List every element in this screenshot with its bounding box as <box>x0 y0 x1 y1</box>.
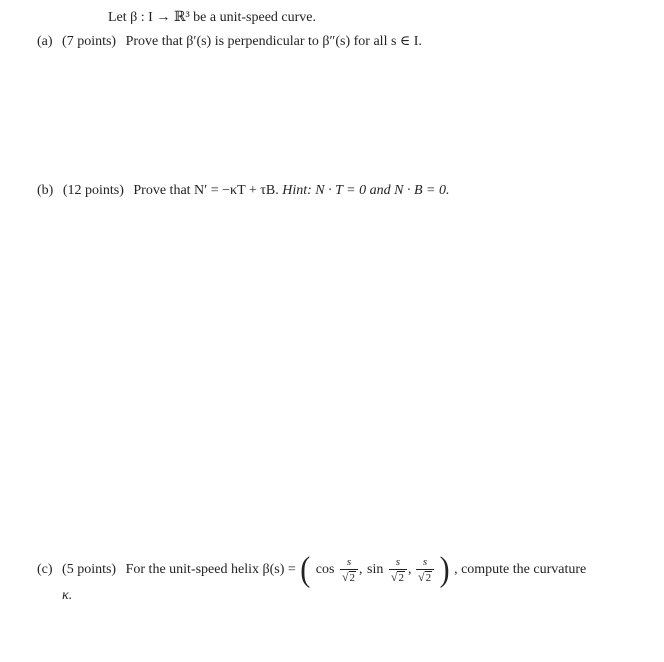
right-paren: ) <box>439 550 450 589</box>
fraction-denominator: √2 <box>390 569 404 584</box>
part-b-label: (b) <box>37 183 54 198</box>
fraction-linear <box>416 556 434 585</box>
fraction-numerator: s <box>416 556 434 570</box>
part-a-points: (7 points) <box>62 34 117 49</box>
fraction-denominator: √2 <box>341 569 356 584</box>
fraction-numerator: s <box>340 556 358 570</box>
fraction-denominator: √2 <box>417 569 432 584</box>
part-c-label: (c) <box>37 562 53 578</box>
fraction-sin <box>389 556 407 585</box>
curvature-symbol: κ. <box>62 588 73 603</box>
left-paren: ( <box>300 550 311 589</box>
helix-formula: ( cos $\frac{s}{√2}$ , sin $\frac{s}{√2}$ , $\frac{s}{√2}$ ) <box>300 550 450 589</box>
part-b <box>37 183 449 200</box>
part-b-text: Prove that N′ = −κT + τB. <box>133 183 279 198</box>
part-c <box>37 550 587 589</box>
cos-label: cos <box>315 562 335 578</box>
sin-label: sin <box>367 562 384 578</box>
fraction-cos <box>340 556 358 585</box>
part-a-text: Prove that β′(s) is perpendicular to β″(s) for all s ∈ I. <box>125 34 422 49</box>
problem-intro <box>108 10 316 27</box>
part-c-continuation <box>62 588 72 605</box>
part-b-hint: Hint: N · T = 0 and N · B = 0. <box>282 183 450 198</box>
part-c-points: (5 points) <box>62 562 117 578</box>
part-c-text-before: For the unit-speed helix β(s) = <box>125 562 296 578</box>
part-a <box>37 34 422 51</box>
part-c-text-after: , compute the curvature <box>454 562 587 578</box>
fraction-numerator: s <box>389 556 407 570</box>
part-a-label: (a) <box>37 34 53 49</box>
intro-text: Let β : I → ℝ³ be a unit-speed curve. <box>108 10 316 25</box>
part-b-points: (12 points) <box>62 183 124 198</box>
